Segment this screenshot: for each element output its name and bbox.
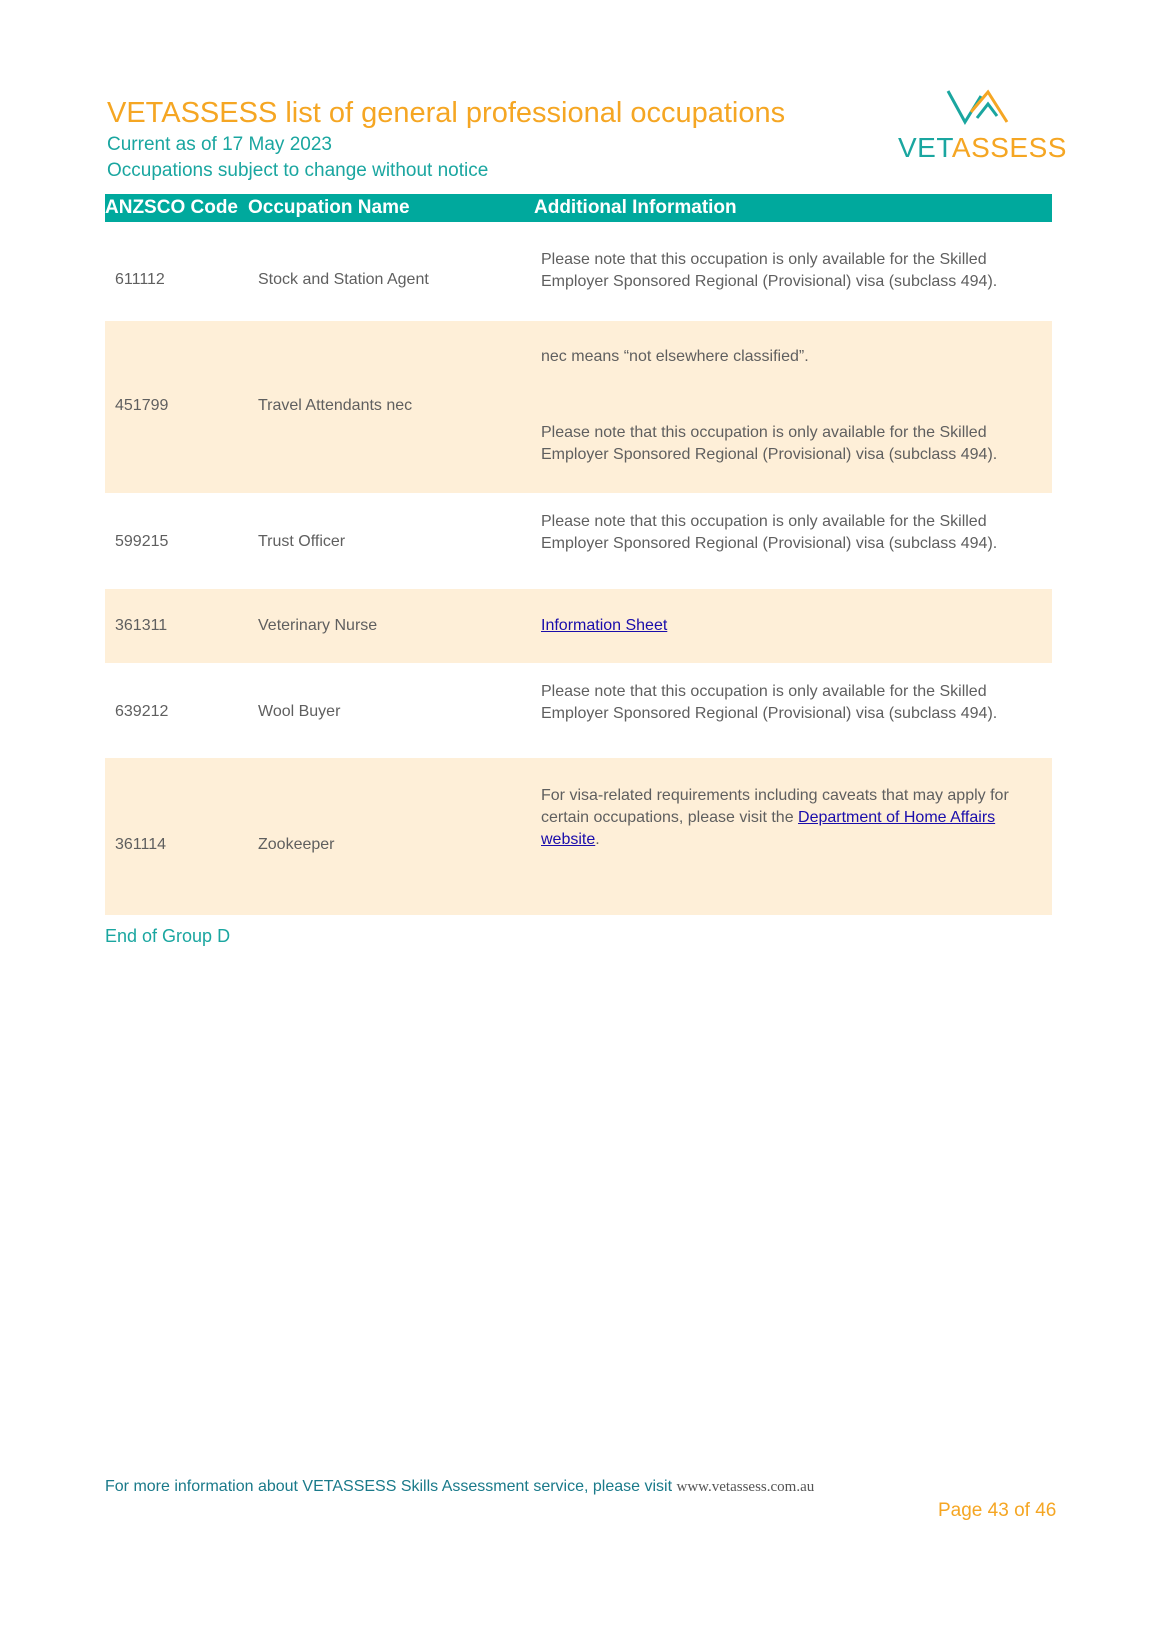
additional-info: Please note that this occupation is only available for the Skilled Employer Sponsored Regional (Provisional) visa (subclass 494). [541,424,998,463]
table-row [105,663,1052,758]
change-notice-subtitle: Occupations subject to change without notice [107,160,489,181]
current-date-subtitle: Current as of 17 May 2023 [107,134,332,155]
occupation-name: Wool Buyer [258,703,341,720]
table-row [105,758,1052,915]
table-row [105,321,1052,493]
vetassess-logo [898,86,1067,166]
home-affairs-link[interactable]: Department of Home Affairs website [541,809,996,848]
end-of-group-label: End of Group D [105,926,231,946]
page-number: Page 43 of 46 [938,1500,1057,1521]
anzsco-code: 361311 [115,617,168,634]
occupation-name: Zookeeper [258,836,335,853]
information-sheet-link[interactable]: Information Sheet [541,617,668,634]
additional-info: For visa-related requirements including caveats that may apply for certain occupations, please visit the Department of Home Affairs website. [541,787,1009,848]
table-row [105,589,1052,663]
anzsco-code: 451799 [115,397,169,414]
anzsco-code: 599215 [115,533,169,550]
nec-note: nec means “not elsewhere classified”. [541,348,809,365]
additional-info: Please note that this occupation is only available for the Skilled Employer Sponsored Regional (Provisional) visa (subclass 494). [541,251,998,290]
page-title: VETASSESS list of general professional occupations [107,97,786,129]
logo-chevron-icon [945,86,1011,128]
table-row [105,240,1052,321]
occupation-name: Trust Officer [258,533,346,550]
occupation-name: Veterinary Nurse [258,617,378,634]
footer-url[interactable]: www.vetassess.com.au [676,1479,815,1495]
anzsco-code: 611112 [115,271,165,288]
table-row [105,493,1052,589]
table-header [105,194,1052,222]
occupation-name: Travel Attendants nec [258,397,413,414]
column-header-name: Occupation Name [248,197,410,218]
occupation-name: Stock and Station Agent [258,271,429,288]
logo-text: VETASSESS [898,132,1067,163]
additional-info: Please note that this occupation is only available for the Skilled Employer Sponsored Regional (Provisional) visa (subclass 494). [541,683,998,722]
anzsco-code: 639212 [115,703,169,720]
additional-info: Please note that this occupation is only available for the Skilled Employer Sponsored Regional (Provisional) visa (subclass 494). [541,513,998,552]
footer-info: For more information about VETASSESS Skills Assessment service, please visit www.vetassess.com.au [105,1478,815,1495]
column-header-code: ANZSCO Code [105,197,238,218]
anzsco-code: 361114 [115,836,167,853]
column-header-info: Additional Information [534,197,737,218]
